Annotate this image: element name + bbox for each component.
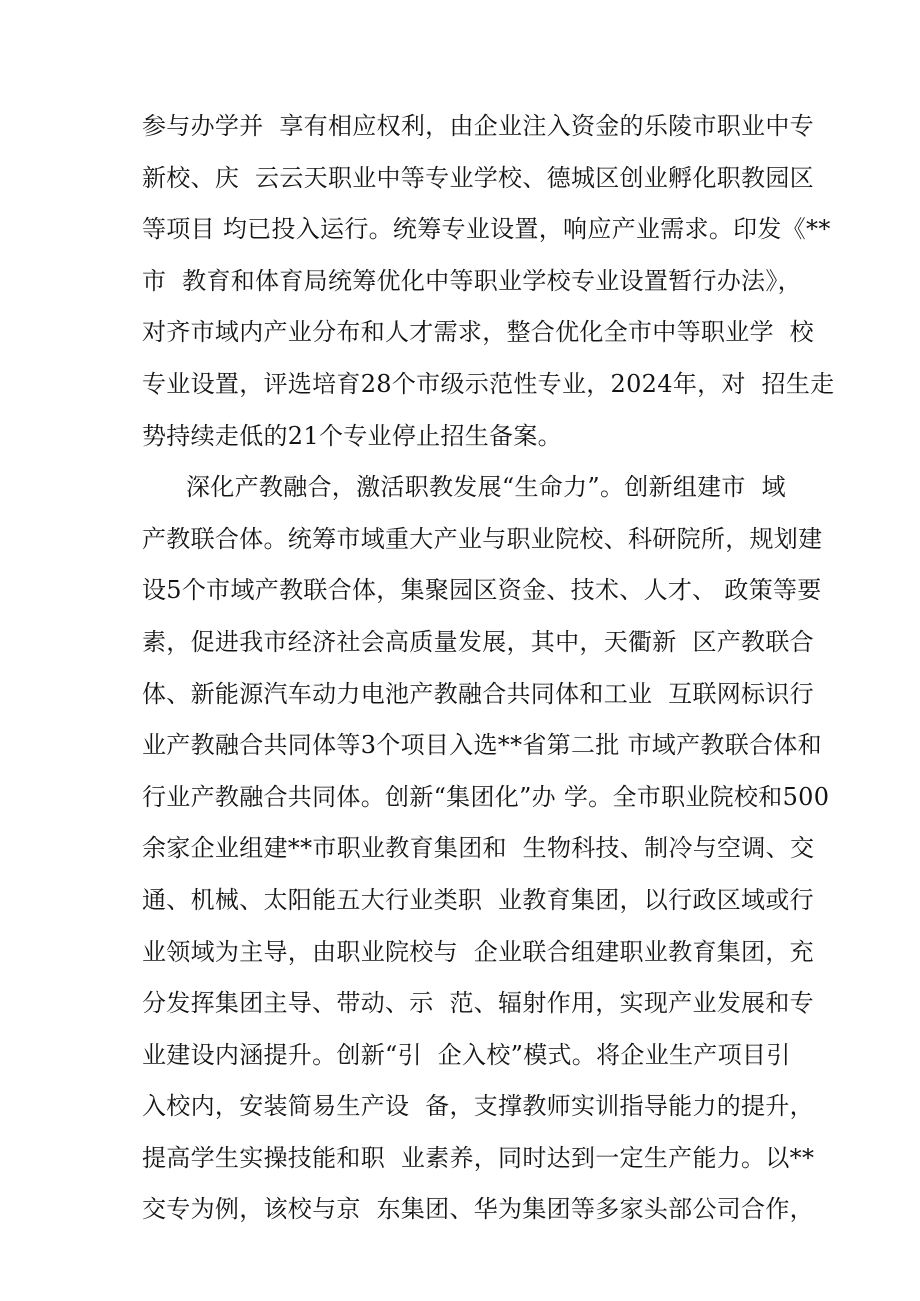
text-line-11: 素，促进我市经济社会高质量发展，其中，天衢新 区产教联合 [142,627,814,656]
text-line-14: 行业产教融合共同体。创新“集团化”办 学。全市职业院校和500 [142,782,830,811]
text-line-19: 业建设内涵提升。创新“引 企入校”模式。将企业生产项目引 [142,1040,791,1069]
text-line-21: 提高学生实操技能和职 业素养，同时达到一定生产能力。以** [142,1143,815,1172]
text-line-10: 设5个市域产教联合体，集聚园区资金、技术、人才、 政策等要 [142,576,822,605]
body-text [0,101,920,1236]
text-line-12: 体、新能源汽车动力电池产教融合共同体和工业 互联网标识行 [142,679,814,708]
text-line-5: 对齐市域内产业分布和人才需求，整合优化全市中等职业学 校 [142,318,814,347]
text-line-1: 参与办学并 享有相应权利，由企业注入资金的乐陵市职业中专 [142,112,814,140]
text-line-22: 交专为例，该校与京 东集团、华为集团等多家头部公司合作， [142,1195,814,1224]
paragraph-start-line: 深化产教融合，激活职教发展“生命力”。创新组建市 域 [186,473,786,502]
text-line-3: 等项目 均已投入运行。统筹专业设置，响应产业需求。印发《** [142,215,831,244]
text-line-13: 业产教融合共同体等3个项目入选**省第二批 市域产教联合体和 [142,731,822,760]
text-line-2: 新校、庆 云云天职业中等专业学校、德城区创业孵化职教园区 [142,163,814,192]
text-line-6: 专业设置，评选培育28个市级示范性专业，2024年，对 招生走 [142,369,835,398]
text-line-17: 业领域为主导，由职业院校与 企业联合组建职业教育集团，充 [142,937,814,966]
text-line-7: 势持续走低的21个专业停止招生备案。 [142,421,562,450]
text-line-4: 市 教育和体育局统筹优化中等职业学校专业设置暂行办法》， [142,266,802,295]
text-line-18: 分发挥集团主导、带动、示 范、辐射作用，实现产业发展和专 [142,989,814,1018]
text-line-15: 余家企业组建**市职业教育集团和 生物科技、制冷与空调、交 [142,834,815,863]
text-line-16: 通、机械、太阳能五大行业类职 业教育集团，以行政区域或行 [142,885,814,914]
text-line-20: 入校内，安装简易生产设 备，支撑教师实训指导能力的提升， [142,1092,814,1121]
text-line-9: 产教联合体。统筹市域重大产业与职业院校、科研院所，规划建 [142,524,823,553]
